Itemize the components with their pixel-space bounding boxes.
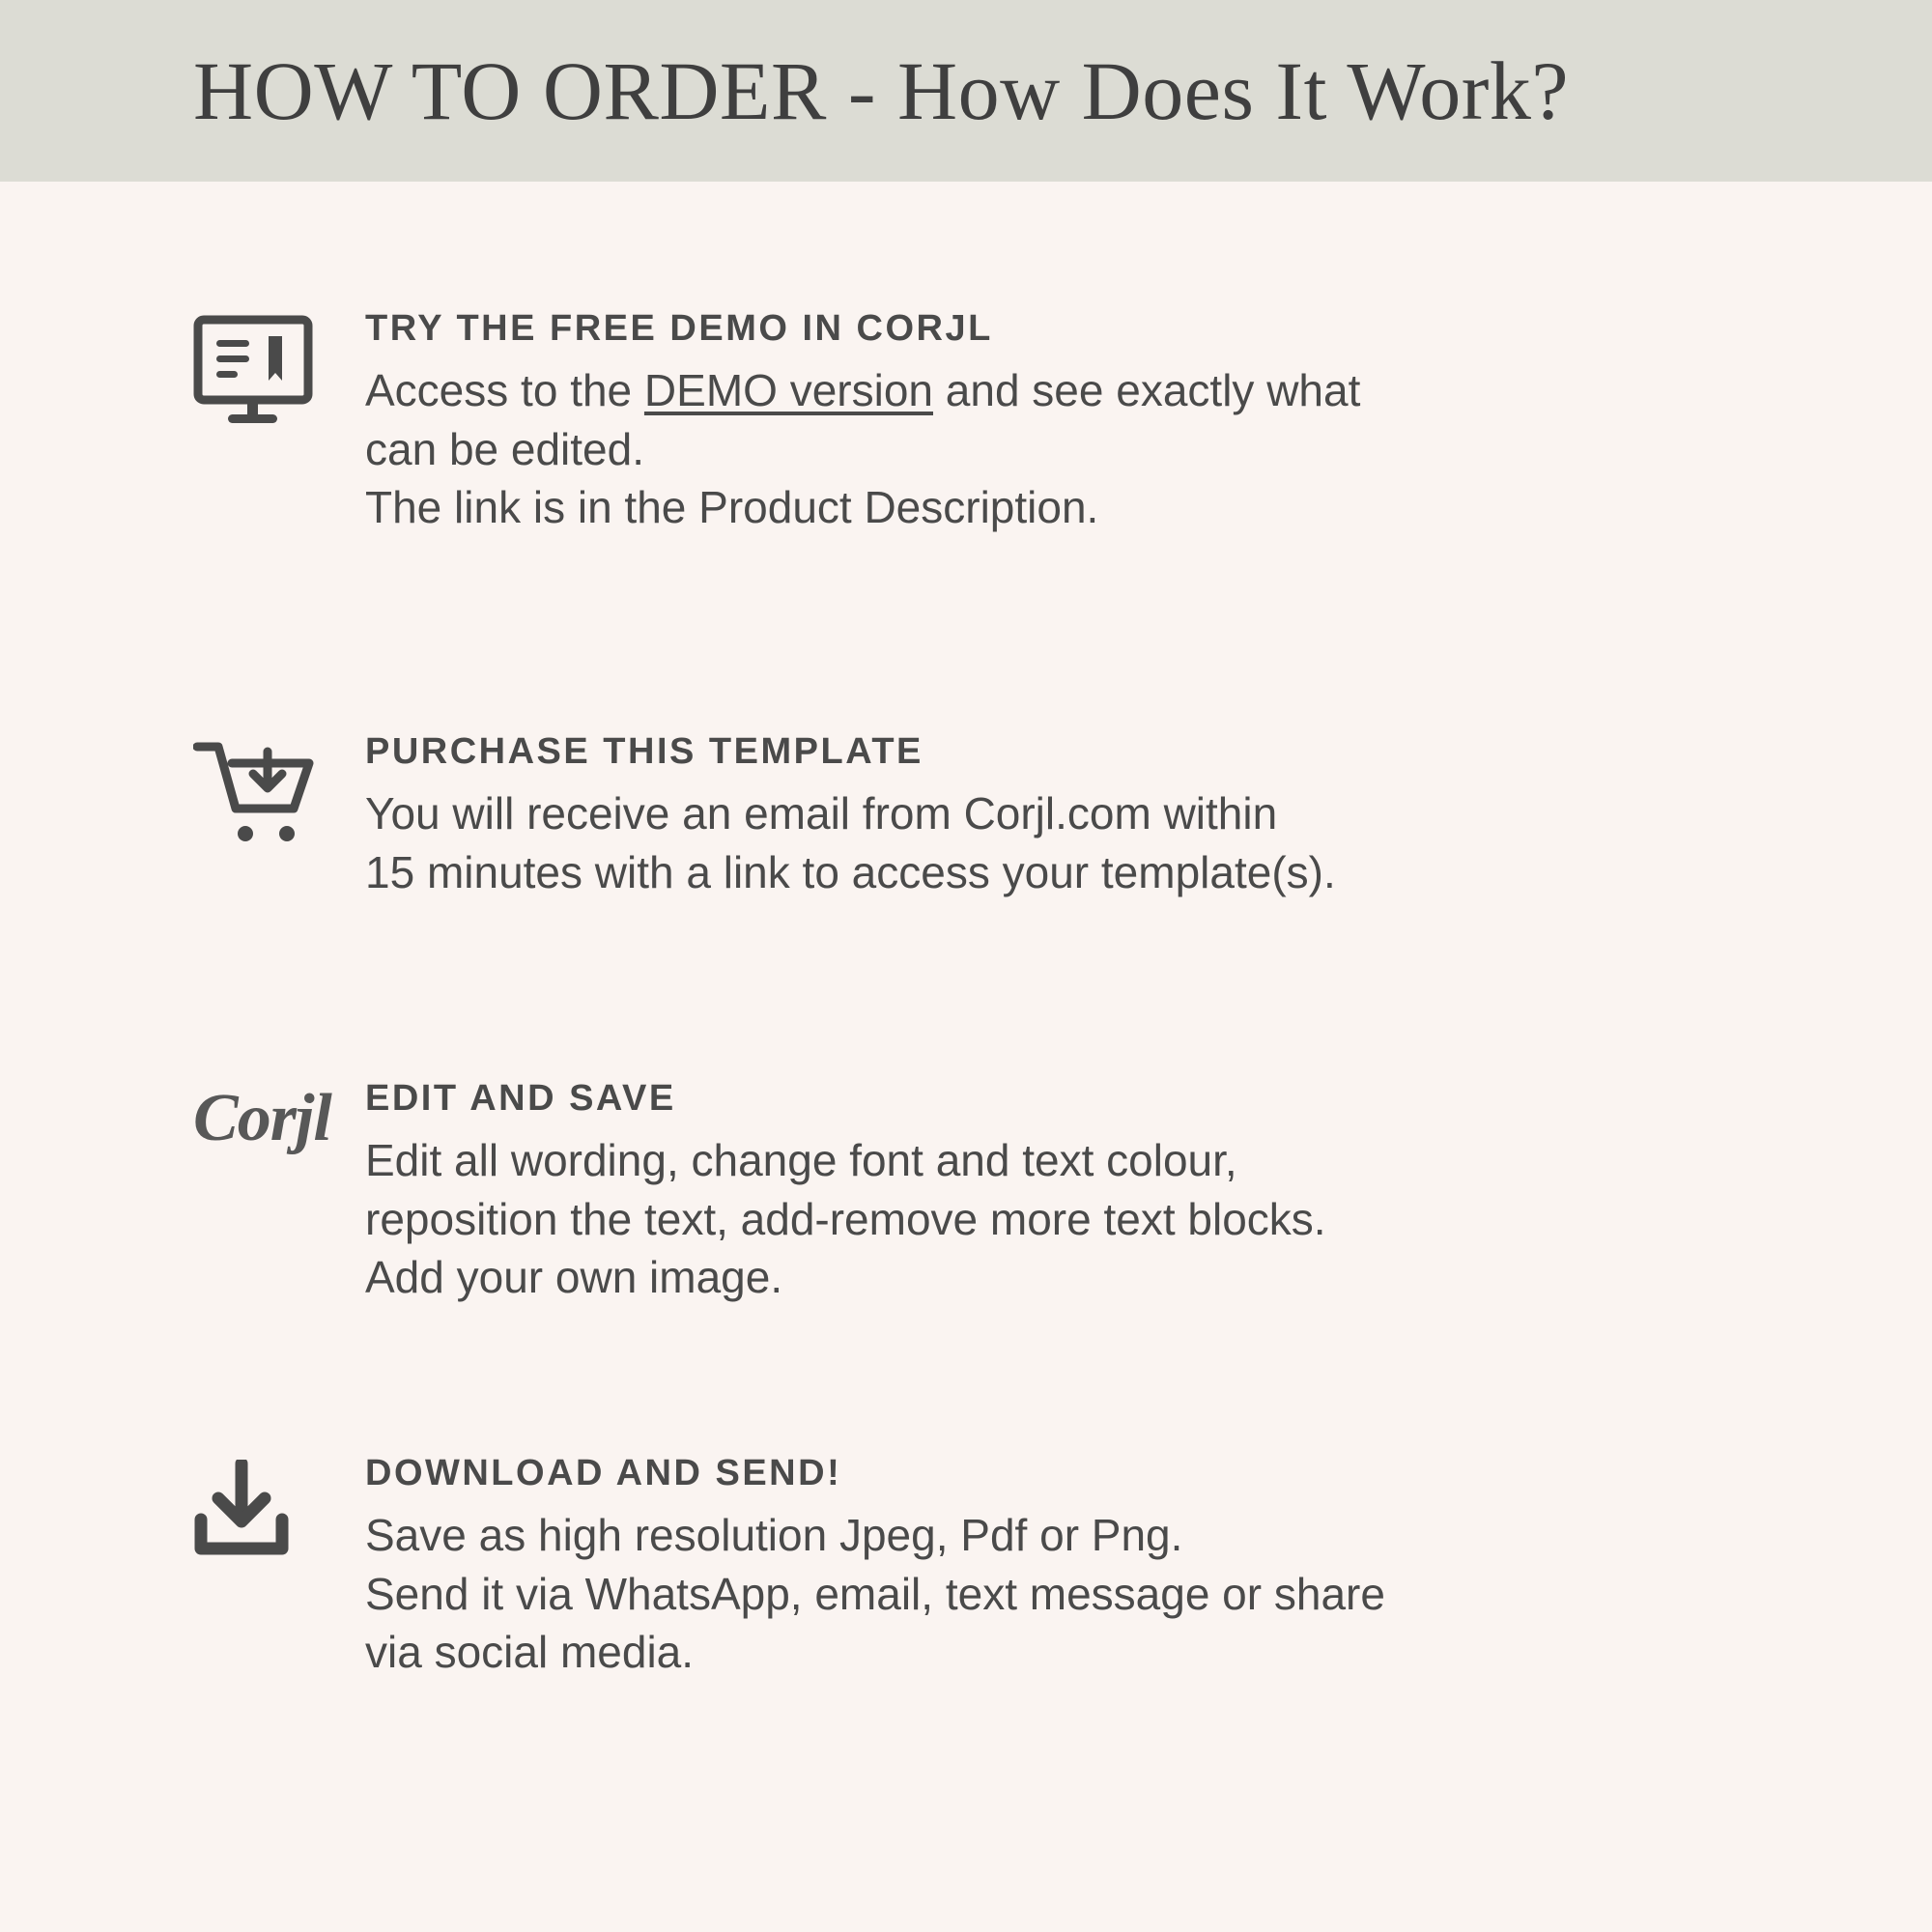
step-line: via social media. <box>365 1627 695 1678</box>
step-title: PURCHASE THIS TEMPLATE <box>365 731 923 772</box>
monitor-document-icon <box>193 309 338 423</box>
corjl-logo-text: Corjl <box>193 1081 331 1155</box>
step-line: Add your own image. <box>365 1252 783 1303</box>
step-edit-and-save <box>0 1079 1326 1307</box>
page-header <box>0 0 1932 182</box>
step-line: You will receive an email from Corjl.com within <box>365 787 1278 838</box>
demo-version-link[interactable]: DEMO version <box>643 364 933 415</box>
step-body <box>338 732 1336 901</box>
corjl-logo-icon <box>193 1079 338 1155</box>
step-line: Save as high resolution Jpeg, Pdf or Png. <box>365 1509 1183 1560</box>
step-line: Send it via WhatsApp, email, text message or share <box>365 1568 1385 1619</box>
page-title: HOW TO ORDER - How Does It Work? <box>193 44 1569 137</box>
shopping-cart-download-icon <box>193 732 338 846</box>
step-download-and-send <box>0 1454 1385 1682</box>
step-purchase-template <box>0 732 1336 901</box>
step-try-demo <box>0 309 1360 537</box>
step-title: TRY THE FREE DEMO IN CORJL <box>365 308 993 349</box>
step-line <box>365 361 1360 420</box>
line-text-after: and see exactly what <box>933 364 1361 415</box>
step-line: reposition the text, add-remove more text blocks. <box>365 1193 1326 1244</box>
step-title: EDIT AND SAVE <box>365 1078 676 1119</box>
step-title: DOWNLOAD AND SEND! <box>365 1453 842 1493</box>
step-line: The link is in the Product Description. <box>365 482 1099 533</box>
step-line: 15 minutes with a link to access your template(s). <box>365 846 1336 897</box>
step-body <box>338 309 1360 537</box>
step-body <box>338 1079 1326 1307</box>
step-line: can be edited. <box>365 423 645 474</box>
step-body <box>338 1454 1385 1682</box>
line-text-before: Access to the <box>365 364 644 415</box>
download-tray-icon <box>193 1454 338 1560</box>
step-line: Edit all wording, change font and text colour, <box>365 1134 1237 1185</box>
